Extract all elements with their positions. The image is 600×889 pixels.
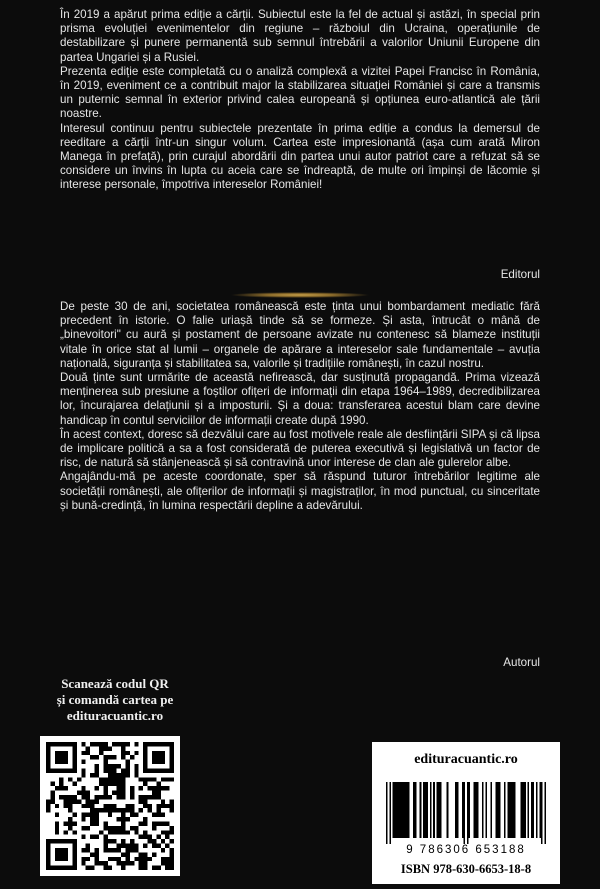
qr-caption-line: Scanează codul QR — [61, 676, 169, 691]
intro-paragraph: Interesul continuu pentru subiectele prezentate în prima ediție a condus la demersul de reeditare a cărții într-un singur volum. Cartea este impresionantă (așa cum arată Miron Manega în prefață), prin curajul abordării din partea unui autor patriot care a refuzat să se considere un învins în lupta cu aceia care se îndreaptă, de multe ori împinși de lăcomie și interese personale, împotriva intereselor României! — [60, 121, 540, 192]
qr-code-icon — [46, 742, 174, 870]
intro-text — [60, 8, 540, 193]
main-paragraph: De peste 30 de ani, societatea românească este ținta unui bombardament mediatic fără precedent în istorie. O falie uriașă tinde să se formeze. Și asta, întrucât o mână de „binevoitori" cu aură și postament de persoane avizate nu contenesc să blameze instituții vitale în orice stat al lumii – organele de apărare a intereselor sale fundamentale – avuția națională, siguranța și stabilitatea sa, valorile și tradițiile românești, în cazul nostru. — [60, 300, 540, 370]
main-text — [60, 300, 540, 513]
main-paragraph: Angajându-mă pe aceste coordonate, sper să răspund tuturor întrebărilor legitime ale societății românești, ale ofițerilor de informații și magistraților, în mod punctual, cu sinceritate și bună-credință, în lumina respectării depline a adevărului. — [60, 470, 540, 512]
qr-code[interactable] — [40, 736, 180, 876]
qr-caption-line: și comandă cartea pe — [56, 692, 174, 707]
barcode-icon — [386, 782, 546, 844]
publisher-url[interactable]: edituracuantic.ro — [414, 752, 518, 767]
main-paragraph: În acest context, doresc să dezvălui care au fost motivele reale ale desființării SIPA și că lipsa de implicare politică a sa a fost considerată de puterea executivă și legislativă un factor de risc, de natură să stânjenească și să contravină unor interese de clan ale gulerelor albe. — [60, 427, 540, 470]
barcode-digits: 9 786306 653188 — [406, 844, 526, 856]
author-signature: Autorul — [503, 656, 540, 669]
editor-signature: Editorul — [500, 268, 540, 281]
qr-caption-line: edituracuantic.ro — [66, 708, 164, 723]
gold-divider — [230, 292, 370, 298]
qr-caption — [20, 676, 210, 724]
intro-paragraph: Prezenta ediție este completată cu o analiză complexă a vizitei Papei Francisc în România, în 2019, eveniment ce a contribuit major la stabilizarea situației României și care a transmis un puternic semnal în exterior privind calea europeană și opțiunea euro-atlantică ale țării noastre. — [60, 64, 540, 121]
barcode-panel — [372, 742, 560, 884]
main-paragraph: Două ținte sunt urmărite de această nefirească, dar susținută propagandă. Prima vizează menținerea sub presiune a foștilor ofițeri de informații din etapa 1964–1989, decredibilizarea lor, încurajarea delațiunii și a imposturii. Și a doua: transferarea acestui blam care devine handicap în contul serviciilor de informații create după 1990. — [60, 371, 540, 427]
isbn: ISBN 978-630-6653-18-8 — [400, 862, 532, 876]
intro-paragraph: În 2019 a apărut prima ediție a cărții. Subiectul este la fel de actual și astăzi, în special prin prisma evoluției evenimentelor din regiune – războiul din Ucraina, operațiunile de destabilizare și punere permanentă sub semnul întrebării a valorilor Uniunii Europene din partea Ungariei și a Rusiei. — [60, 8, 540, 64]
